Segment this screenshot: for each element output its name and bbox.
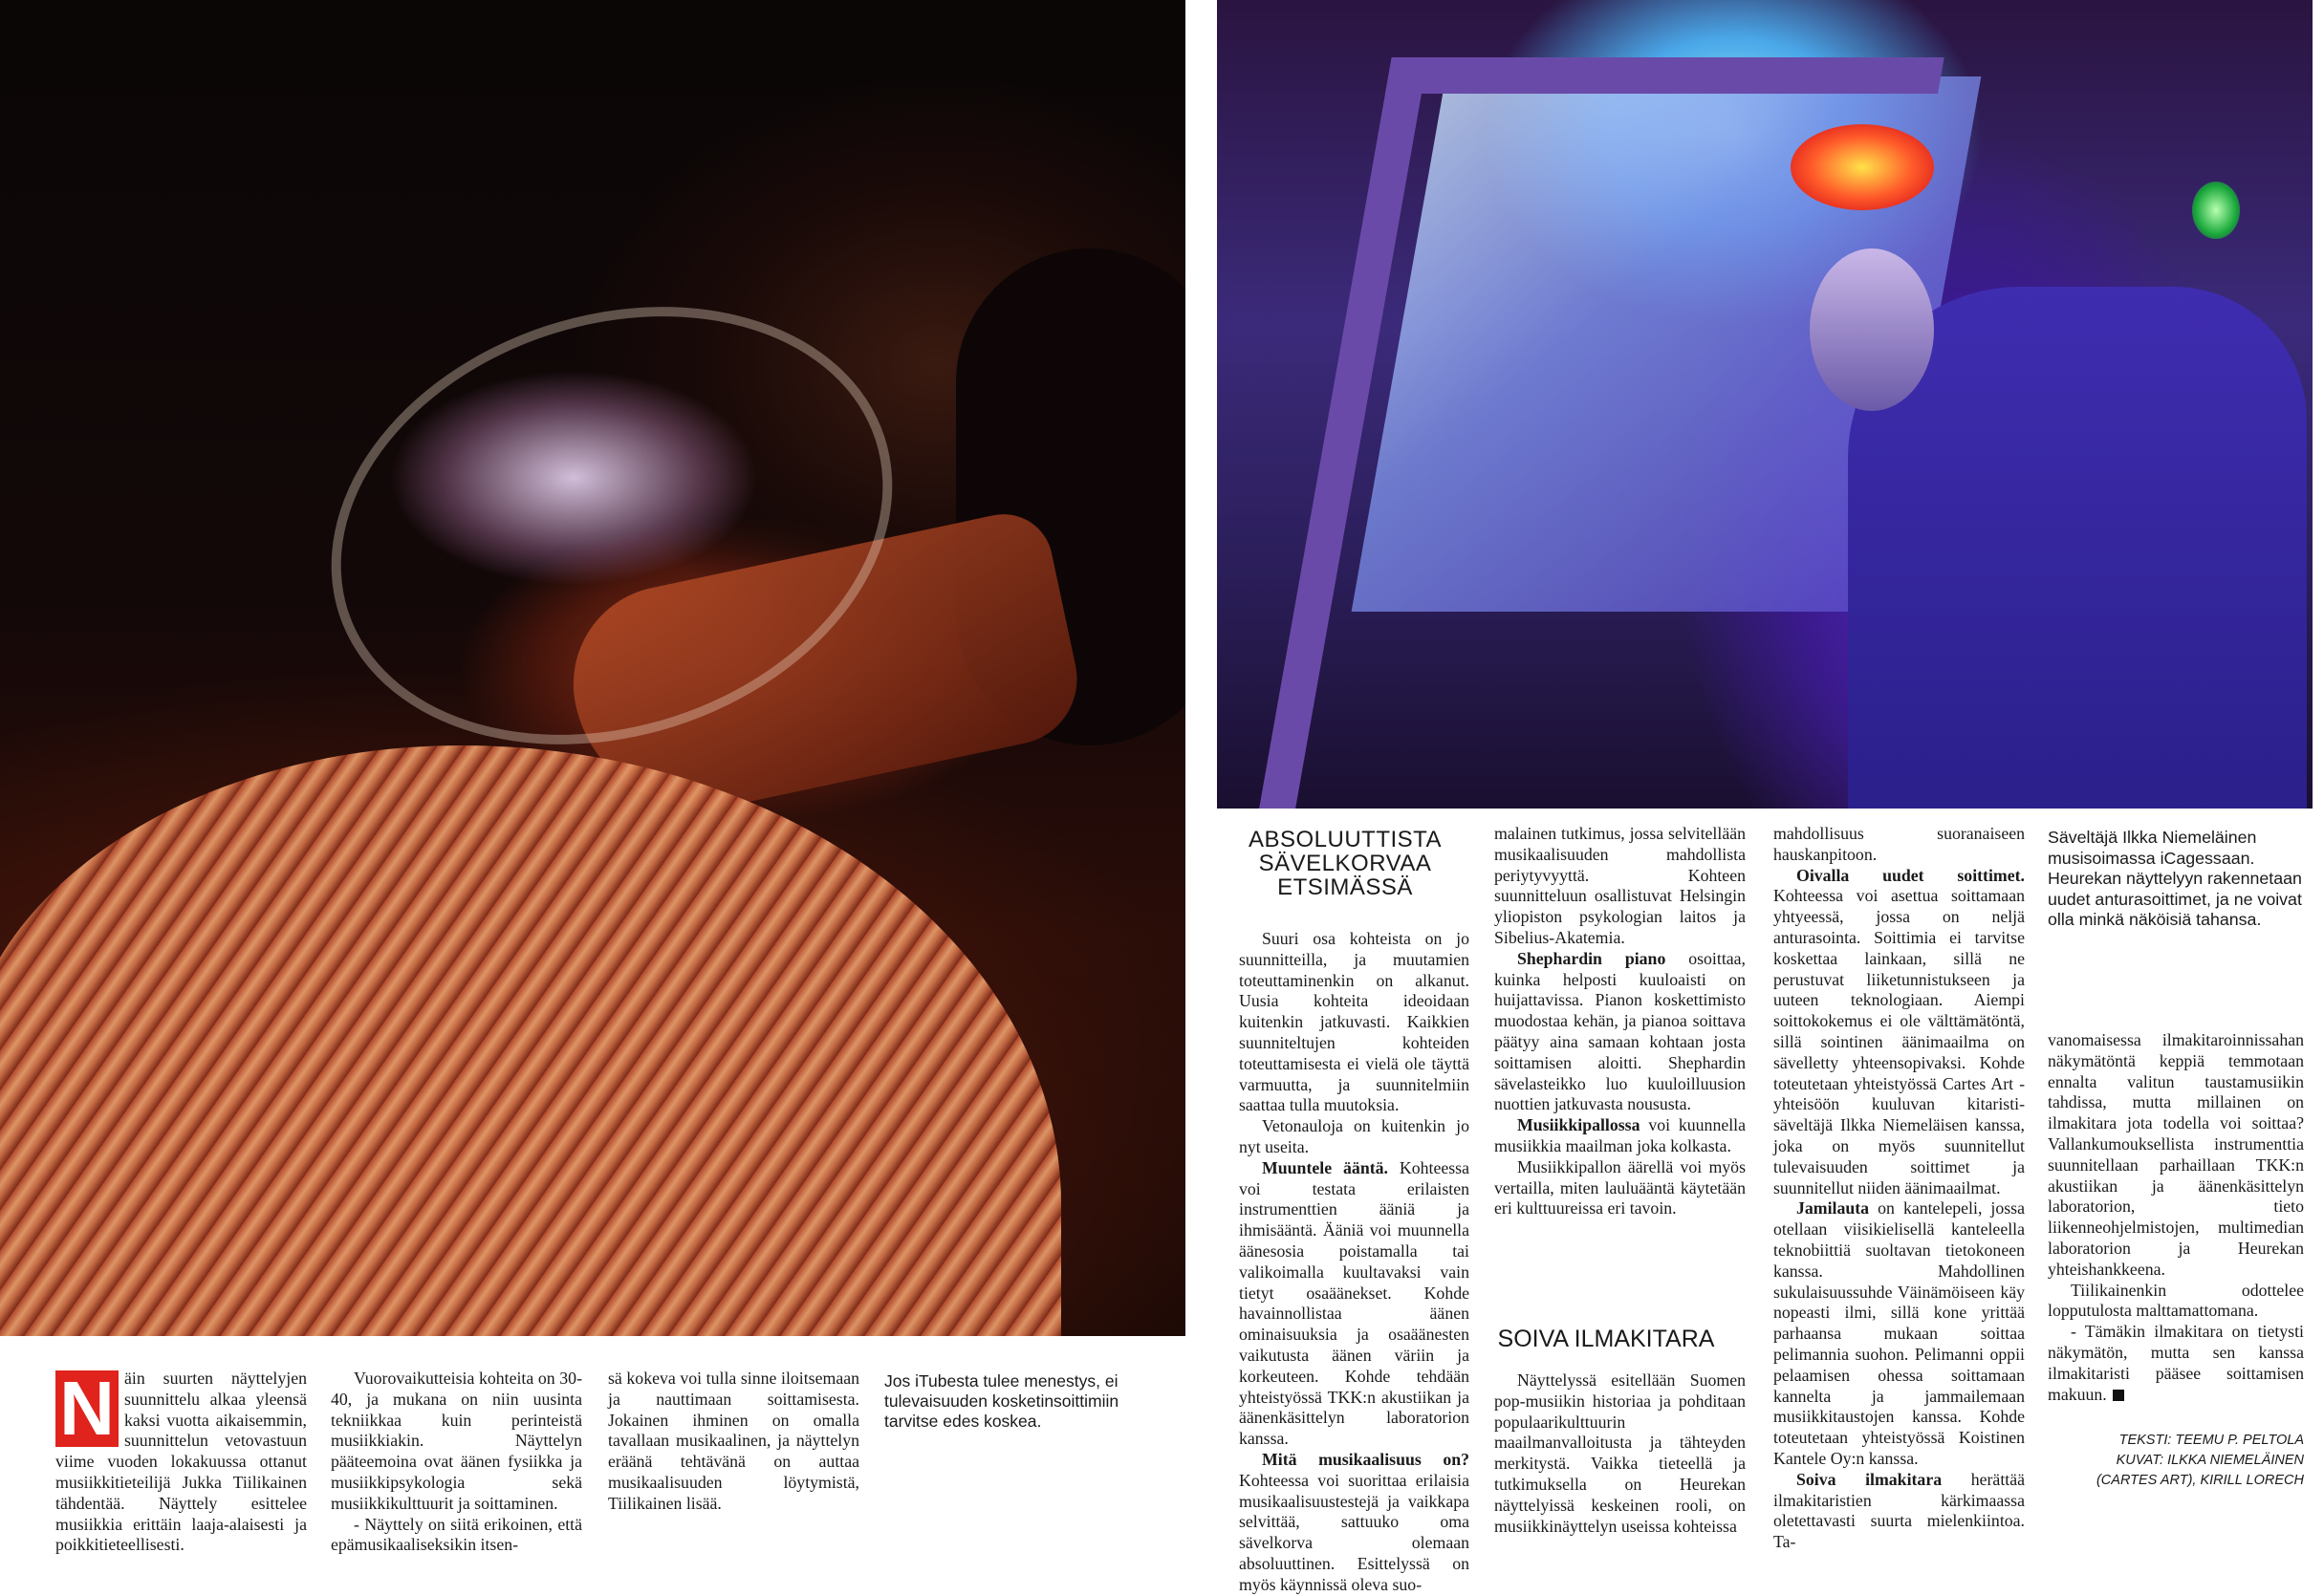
paragraph: Näyttelyssä esitellään Suomen pop-musiikin historiaa ja pohditaan populaarikulttuurin maailmanvalloitusta ja tähteyden merkitystä. Vaikka tieteellä ja tutkimuksella on Heurekan näyttelyissä keskeinen rooli, on musiikkinäyttelyn useissa kohteissa: [1494, 1370, 1746, 1536]
paragraph: [1239, 1158, 1469, 1450]
run-in-heading: Muuntele ääntä.: [1262, 1157, 1388, 1177]
credit-line: (CARTES ART), KIRILL LORECH: [2096, 1473, 2304, 1488]
paragraph-text: - Tämäkin ilmakitara on tietysti näkymätön, mutta sen kanssa ilmakitaristi pääsee soittamisen makuun.: [2048, 1322, 2304, 1404]
end-mark-icon: [2113, 1390, 2124, 1401]
paragraph-text: Kohteessa voi testata erilaisten instrumenttien ääniä ja ihmisääntä. Ääniä voi muunnella äänesosia poistamalla tai valikoimalla kuultavaksi vain tietyt osaäänekset. Kohde havainnollistaa äänen ominaisuuksia ja osaäänesten vaikutusta äänen väriin ja korkeuteen. Kohde tehdään yhteistyössä TKK:n akustiikan ja äänenkäsittelyn laboratorion kanssa.: [1239, 1157, 1469, 1449]
paragraph-text: on kantelepeli, jossa otellaan viisikielisellä kanteleella teknobiittiä suoltavan tietokoneen kanssa. Mahdollinen sukulaisuussuhde Väinämöiseen käy nopeasti ilmi, sillä kone yrittää parhaansa mukaan soittaa pelimannia suohon. Pelimanni oppii pelaamisen ohessa soittamaan kannelta ja jammailemaan musiikkitaustojen kanssa. Kohde toteutetaan yhteistyössä Koistinen Kantele Oy:n kanssa.: [1773, 1198, 2025, 1468]
body-column-7: [2048, 1030, 2304, 1405]
run-in-heading: Soiva ilmakitara: [1796, 1469, 1943, 1489]
paragraph: mahdollisuus suoranaiseen hauskanpitoon.: [1773, 824, 2025, 864]
paragraph: [1494, 949, 1746, 1115]
paragraph: vanomaisessa ilmakitaroinnissahan näkymätöntä keppiä temmotaan ennalta valitun taustamusiikin tahdissa, mutta millainen on ilmakitara jota todella voi soittaa? Vallankumouksellista instrumenttia suunnitellaan parhaillaan TKK:n akustiikan ja äänenkäsittelyn laboratorion, tieto liikenneohjelmistojen, multimedian laboratorion ja Heurekan yhteishankkeena.: [2048, 1030, 2304, 1279]
paragraph: [1773, 866, 2025, 1199]
section-heading-air-guitar: SOIVA ILMAKITARA: [1497, 1326, 1715, 1352]
body-column-5: [1494, 824, 1746, 1219]
paragraph: [2048, 1322, 2304, 1405]
paragraph: Vuorovaikutteisia kohteita on 30-40, ja mukana on niin uusinta tekniikkaa kuin perinteistä musiikkiakin. Näyttelyn pääteemoina ovat äänen fysiikka ja musiikkipsykologia sekä musiikkikulttuurit ja soittaminen.: [331, 1369, 582, 1513]
photo-person-head: [1810, 248, 1934, 411]
paragraph: Vetonauloja on kuitenkin jo nyt useita.: [1239, 1116, 1469, 1156]
heading-line: ABSOLUUTTISTA: [1248, 827, 1443, 852]
paragraph: sä kokeva voi tulla sinne iloitsemaan ja nauttimaan soittamisesta. Jokainen ihminen on omalla tavallaan musikaalinen, ja näyttelyn eräänä tehtävänä on auttaa musikaalisuuden löytymistä, Tiilikainen lisää.: [608, 1369, 859, 1513]
intro-text: äin suurten näyttelyjen suunnittelu alkaa yleensä kaksi vuotta aikaisemmin, suunnittelun vetovastuun viime vuoden lokakuussa ottanut musiikkitieteilijä Jukka Tiilikainen tähdentää. Näyttely esittelee musiikkia erittäin laaja-alaisesti ja poikkitieteellisesti.: [55, 1369, 307, 1555]
run-in-heading: Oivalla uudet soittimet.: [1796, 865, 2025, 885]
drop-cap: N: [55, 1370, 119, 1447]
credit-line: TEKSTI: TEEMU P. PELTOLA: [2118, 1433, 2304, 1448]
paragraph: [1494, 1115, 1746, 1157]
pull-quote: Jos iTubesta tulee menestys, ei tulevaisuuden kosketinsoittimiin tarvitse edes koskea.: [884, 1371, 1119, 1431]
run-in-heading: Musiikkipallossa: [1517, 1115, 1640, 1135]
paragraph: [1239, 1450, 1469, 1596]
paragraph: [1773, 1470, 2025, 1553]
paragraph-text: Kohteessa voi suorittaa erilaisia musikaalisuustestejä ja vaikkapa selvittää, sattuuko oma sävelkorva olemaan absoluuttinen. Esittelyssä on myös käynnissä oleva suo-: [1239, 1470, 1469, 1594]
paragraph: Suuri osa kohteista on jo suunnitteilla, ja muutamien toteuttaminenkin on alkanut. Uusia kohteita ideoidaan kuitenkin jatkuvasti. Kaikkien suunniteltujen kohteiden toteuttamisesta ei vielä ole täyttä varmuutta, ja suunnitelmiin saattaa tulla muutoksia.: [1239, 929, 1469, 1115]
paragraph-text: voi kuunnella musiikkia maailman joka kolkasta.: [1494, 1115, 1746, 1155]
paragraph: Musiikkipallon äärellä voi myös vertailla, miten lauluääntä käytetään eri kulttuureissa eri tavoin.: [1494, 1156, 1746, 1219]
photo-caption: Säveltäjä Ilkka Niemeläinen musisoimassa iCagessaan. Heurekan näyttelyyn rakennetaan uudet anturasoittimet, ja ne voivat olla minkä näköisiä tahansa.: [2048, 828, 2302, 929]
body-column-4: [1239, 929, 1469, 1596]
heading-line: SÄVELKORVAA: [1258, 851, 1432, 876]
photo-icage: [1217, 0, 2313, 809]
body-column-3: [608, 1369, 859, 1515]
run-in-heading: Shephardin piano: [1517, 948, 1666, 968]
photo-green-lamp: [2192, 182, 2240, 239]
heading-line: ETSIMÄSSÄ: [1277, 874, 1413, 900]
body-column-2: [331, 1369, 582, 1556]
photo-striped-surface: [0, 745, 1061, 1336]
photo-music-ball: [0, 0, 1185, 1336]
paragraph-text: herättää ilmakitaristien kärkimaassa oletettavasti suurta mielenkiintoa. Ta-: [1773, 1469, 2025, 1552]
paragraph-text: Kohteessa voi asettua soittamaan yhtyeessä, jossa on neljä anturasointa. Soittimia ei tarvitse koskettaa lainkaan, sillä ne perustuvat liiketunnistukseen ja uuteen teknologiaan. Aiempi soittokokemus ei ole välttämätöntä, sillä sointinen äänimaailma on sävelletty yhteensopivaksi. Kohde toteutetaan yhteistyössä Cartes Art -yhteisöön kuuluvan kitaristi-säveltäjä Ilkka Niemeläisen kanssa, joka on myös suunnitellut tulevaisuuden soittimet ja suunnitellut niiden äänimaailmat.: [1773, 886, 2025, 1197]
paragraph: Tiilikainenkin odottelee lopputulosta malttamattomana.: [2048, 1280, 2304, 1321]
section-heading-absolute-pitch: [1245, 828, 1445, 899]
credits: [2046, 1431, 2304, 1491]
photo-red-glow: [1791, 124, 1934, 210]
paragraph-text: osoittaa, kuinka helposti kuuloaisti on huijattavissa. Pianon koskettimisto muodostaa kehän, ja pianoa soittava päätyy aina samaan kohtaan josta soittamisen aloitti. Shephardin sävelasteikko luo kuuloilluusion nuottien jatkuvasta noususta.: [1494, 948, 1746, 1114]
run-in-heading: Jamilauta: [1796, 1198, 1870, 1219]
paragraph: malainen tutkimus, jossa selvitellään musikaalisuuden mahdollista periytyvyyttä. Kohteen suunnitteluun osallistuvat Helsingin yliopiston psykologian laitos ja Sibelius-Akatemia.: [1494, 824, 1746, 947]
credit-line: KUVAT: ILKKA NIEMELÄINEN: [2116, 1453, 2304, 1468]
paragraph: [1773, 1198, 2025, 1469]
body-column-6: [1773, 824, 2025, 1553]
intro-column: [55, 1366, 307, 1556]
paragraph: - Näyttely on siitä erikoinen, että epämusikaaliseksikin itsen-: [331, 1514, 582, 1555]
body-column-5b: [1494, 1370, 1746, 1537]
run-in-heading: Mitä musikaalisuus on?: [1262, 1449, 1469, 1469]
